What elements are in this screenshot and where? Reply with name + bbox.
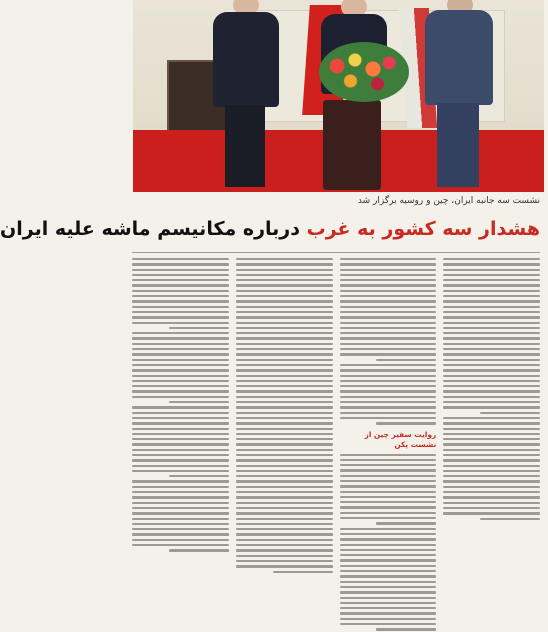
text-line bbox=[236, 555, 333, 557]
text-line bbox=[340, 565, 437, 567]
text-line bbox=[132, 412, 229, 414]
text-line bbox=[443, 311, 540, 313]
flower-arrangement bbox=[319, 42, 409, 102]
text-line bbox=[340, 501, 437, 503]
text-line bbox=[236, 380, 333, 382]
text-line bbox=[340, 491, 437, 493]
text-line bbox=[340, 538, 437, 540]
article-photo bbox=[133, 0, 544, 192]
podium bbox=[323, 100, 381, 190]
text-line bbox=[132, 459, 229, 461]
supertitle: نشست سه جانبه ایران، چین و روسیه برگزار شد bbox=[357, 196, 540, 206]
text-line bbox=[340, 612, 437, 614]
text-line bbox=[340, 559, 437, 561]
column-subhead: روایت سفیر چین از نشست پکن bbox=[364, 429, 437, 449]
text-line bbox=[169, 327, 229, 329]
text-line bbox=[340, 549, 437, 551]
text-line bbox=[340, 353, 437, 355]
text-line bbox=[132, 438, 229, 440]
text-line bbox=[169, 475, 229, 477]
text-line bbox=[236, 470, 333, 472]
text-line bbox=[340, 554, 437, 556]
text-line bbox=[443, 380, 540, 382]
text-line bbox=[443, 343, 540, 345]
text-line bbox=[340, 406, 437, 408]
text-line bbox=[132, 306, 229, 308]
text-line bbox=[132, 486, 229, 488]
text-line bbox=[443, 337, 540, 339]
text-line bbox=[236, 263, 333, 265]
text-line bbox=[236, 433, 333, 435]
text-line bbox=[340, 528, 437, 530]
text-line bbox=[443, 284, 540, 286]
text-line bbox=[340, 512, 437, 514]
text-line bbox=[443, 306, 540, 308]
text-line bbox=[443, 269, 540, 271]
text-line bbox=[236, 290, 333, 292]
text-line bbox=[236, 337, 333, 339]
text-line bbox=[443, 459, 540, 461]
text-line bbox=[236, 518, 333, 520]
text-line bbox=[443, 274, 540, 276]
text-line bbox=[340, 469, 437, 471]
text-line bbox=[236, 343, 333, 345]
text-line bbox=[340, 586, 437, 588]
article-columns bbox=[132, 258, 540, 628]
text-line bbox=[132, 364, 229, 366]
text-line bbox=[236, 375, 333, 377]
text-line bbox=[236, 306, 333, 308]
text-line bbox=[236, 359, 333, 361]
person-right bbox=[423, 0, 495, 190]
text-line bbox=[443, 359, 540, 361]
text-line bbox=[132, 322, 229, 324]
text-line bbox=[443, 327, 540, 329]
text-line bbox=[132, 539, 229, 541]
text-line bbox=[132, 274, 229, 276]
text-line bbox=[443, 401, 540, 403]
text-line bbox=[236, 438, 333, 440]
text-line bbox=[443, 470, 540, 472]
text-line bbox=[132, 263, 229, 265]
text-line bbox=[443, 507, 540, 509]
text-line bbox=[132, 269, 229, 271]
text-line bbox=[340, 269, 437, 271]
text-line bbox=[236, 491, 333, 493]
text-line bbox=[236, 502, 333, 504]
text-line bbox=[443, 322, 540, 324]
text-line bbox=[340, 581, 437, 583]
text-line bbox=[132, 465, 229, 467]
text-line bbox=[340, 401, 437, 403]
text-line bbox=[132, 406, 229, 408]
text-line bbox=[340, 496, 437, 498]
text-line bbox=[340, 480, 437, 482]
text-line bbox=[236, 533, 333, 535]
text-line bbox=[443, 396, 540, 398]
text-line bbox=[340, 375, 437, 377]
column-1 bbox=[443, 258, 540, 628]
text-line bbox=[132, 353, 229, 355]
text-line bbox=[340, 464, 437, 466]
text-line bbox=[340, 570, 437, 572]
text-line bbox=[443, 385, 540, 387]
text-line bbox=[236, 523, 333, 525]
text-line bbox=[376, 422, 436, 424]
text-line bbox=[236, 390, 333, 392]
text-line bbox=[132, 417, 229, 419]
text-line bbox=[340, 279, 437, 281]
text-line bbox=[132, 518, 229, 520]
text-line bbox=[480, 518, 540, 520]
headline-red: هشدار سه کشور به غرب bbox=[306, 218, 540, 240]
text-line bbox=[340, 332, 437, 334]
text-line bbox=[132, 470, 229, 472]
text-line bbox=[340, 417, 437, 419]
text-line bbox=[340, 327, 437, 329]
text-line bbox=[340, 623, 437, 625]
text-line bbox=[236, 385, 333, 387]
text-line bbox=[132, 359, 229, 361]
text-line bbox=[443, 353, 540, 355]
text-line bbox=[132, 528, 229, 530]
text-line bbox=[236, 401, 333, 403]
text-line bbox=[132, 284, 229, 286]
text-line bbox=[236, 486, 333, 488]
text-line bbox=[443, 486, 540, 488]
text-line bbox=[443, 348, 540, 350]
text-line bbox=[340, 475, 437, 477]
text-line bbox=[340, 306, 437, 308]
text-line bbox=[132, 449, 229, 451]
text-line bbox=[236, 295, 333, 297]
text-line bbox=[340, 412, 437, 414]
text-line bbox=[340, 263, 437, 265]
column-2 bbox=[340, 258, 437, 628]
text-line bbox=[340, 517, 437, 519]
text-line bbox=[443, 422, 540, 424]
text-line bbox=[340, 343, 437, 345]
text-line bbox=[132, 375, 229, 377]
text-line bbox=[340, 390, 437, 392]
text-line bbox=[340, 364, 437, 366]
text-line bbox=[132, 316, 229, 318]
text-line bbox=[340, 533, 437, 535]
text-line bbox=[340, 575, 437, 577]
text-line bbox=[236, 369, 333, 371]
text-line bbox=[132, 443, 229, 445]
text-line bbox=[132, 290, 229, 292]
text-line bbox=[376, 359, 436, 361]
text-line bbox=[132, 295, 229, 297]
text-line bbox=[236, 300, 333, 302]
text-line bbox=[340, 454, 437, 456]
text-line bbox=[340, 290, 437, 292]
text-line bbox=[132, 279, 229, 281]
text-line bbox=[480, 412, 540, 414]
text-line bbox=[443, 449, 540, 451]
text-line bbox=[132, 258, 229, 260]
text-line bbox=[132, 533, 229, 535]
text-line bbox=[236, 465, 333, 467]
text-line bbox=[443, 438, 540, 440]
text-line bbox=[443, 496, 540, 498]
text-line bbox=[340, 369, 437, 371]
text-line bbox=[236, 539, 333, 541]
text-line bbox=[376, 522, 436, 524]
text-line bbox=[132, 343, 229, 345]
text-line bbox=[236, 459, 333, 461]
text-line bbox=[236, 327, 333, 329]
text-line bbox=[443, 454, 540, 456]
text-line bbox=[132, 396, 229, 398]
text-line bbox=[132, 502, 229, 504]
text-line bbox=[236, 443, 333, 445]
text-line bbox=[340, 311, 437, 313]
text-line bbox=[132, 433, 229, 435]
text-line bbox=[340, 322, 437, 324]
person-left bbox=[211, 0, 281, 190]
headline-black: درباره مکانیسم ماشه علیه ایران bbox=[0, 218, 307, 240]
text-line bbox=[132, 480, 229, 482]
text-line bbox=[340, 602, 437, 604]
text-line bbox=[443, 443, 540, 445]
text-line bbox=[340, 300, 437, 302]
text-line bbox=[443, 433, 540, 435]
text-line bbox=[443, 316, 540, 318]
text-line bbox=[340, 485, 437, 487]
text-line bbox=[443, 258, 540, 260]
text-line bbox=[236, 279, 333, 281]
text-line bbox=[443, 480, 540, 482]
text-line bbox=[340, 544, 437, 546]
text-line bbox=[340, 459, 437, 461]
text-line bbox=[443, 263, 540, 265]
text-line bbox=[132, 332, 229, 334]
text-line bbox=[236, 480, 333, 482]
text-line bbox=[340, 618, 437, 620]
column-3 bbox=[236, 258, 333, 628]
text-line bbox=[236, 560, 333, 562]
text-line bbox=[236, 322, 333, 324]
text-line bbox=[236, 412, 333, 414]
text-line bbox=[340, 295, 437, 297]
text-line bbox=[132, 311, 229, 313]
text-line bbox=[340, 385, 437, 387]
text-line bbox=[236, 269, 333, 271]
text-line bbox=[340, 506, 437, 508]
text-line bbox=[236, 274, 333, 276]
text-line bbox=[443, 475, 540, 477]
text-line bbox=[132, 337, 229, 339]
text-line bbox=[132, 454, 229, 456]
text-line bbox=[236, 396, 333, 398]
text-line bbox=[340, 396, 437, 398]
text-line bbox=[236, 364, 333, 366]
text-line bbox=[236, 549, 333, 551]
text-line bbox=[443, 406, 540, 408]
text-line bbox=[132, 385, 229, 387]
text-line bbox=[169, 549, 229, 551]
column-4 bbox=[132, 258, 229, 628]
text-line bbox=[236, 311, 333, 313]
text-line bbox=[132, 544, 229, 546]
text-line bbox=[443, 502, 540, 504]
text-line bbox=[132, 428, 229, 430]
text-line bbox=[236, 528, 333, 530]
text-line bbox=[236, 475, 333, 477]
text-line bbox=[132, 422, 229, 424]
text-line bbox=[340, 274, 437, 276]
text-line bbox=[236, 454, 333, 456]
text-line bbox=[236, 316, 333, 318]
divider bbox=[132, 252, 540, 253]
text-line bbox=[132, 348, 229, 350]
text-line bbox=[236, 449, 333, 451]
text-line bbox=[443, 332, 540, 334]
text-line bbox=[273, 571, 333, 573]
text-line bbox=[376, 628, 436, 630]
text-line bbox=[340, 591, 437, 593]
text-line bbox=[236, 496, 333, 498]
text-line bbox=[132, 390, 229, 392]
text-line bbox=[443, 290, 540, 292]
text-line bbox=[443, 428, 540, 430]
text-line bbox=[443, 300, 540, 302]
text-line bbox=[132, 300, 229, 302]
text-line bbox=[236, 353, 333, 355]
text-line bbox=[236, 422, 333, 424]
text-line bbox=[340, 380, 437, 382]
text-line bbox=[132, 491, 229, 493]
text-line bbox=[132, 496, 229, 498]
text-line bbox=[132, 369, 229, 371]
text-line bbox=[443, 369, 540, 371]
text-line bbox=[443, 390, 540, 392]
text-line bbox=[340, 258, 437, 260]
text-line bbox=[443, 279, 540, 281]
text-line bbox=[236, 406, 333, 408]
text-line bbox=[443, 295, 540, 297]
text-line bbox=[443, 465, 540, 467]
text-line bbox=[132, 380, 229, 382]
text-line bbox=[236, 428, 333, 430]
text-line bbox=[340, 337, 437, 339]
text-line bbox=[236, 258, 333, 260]
text-line bbox=[236, 565, 333, 567]
text-line bbox=[236, 544, 333, 546]
text-line bbox=[340, 597, 437, 599]
text-line bbox=[132, 512, 229, 514]
text-line bbox=[236, 284, 333, 286]
text-line bbox=[443, 512, 540, 514]
text-line bbox=[169, 401, 229, 403]
text-line bbox=[340, 348, 437, 350]
text-line bbox=[340, 284, 437, 286]
text-line bbox=[340, 316, 437, 318]
text-line bbox=[236, 348, 333, 350]
text-line bbox=[236, 417, 333, 419]
text-line bbox=[236, 332, 333, 334]
text-line bbox=[236, 507, 333, 509]
text-line bbox=[340, 607, 437, 609]
text-line bbox=[236, 512, 333, 514]
headline bbox=[0, 209, 540, 249]
text-line bbox=[443, 364, 540, 366]
text-line bbox=[132, 507, 229, 509]
text-line bbox=[443, 417, 540, 419]
text-line bbox=[132, 523, 229, 525]
text-line bbox=[443, 375, 540, 377]
text-line bbox=[443, 491, 540, 493]
